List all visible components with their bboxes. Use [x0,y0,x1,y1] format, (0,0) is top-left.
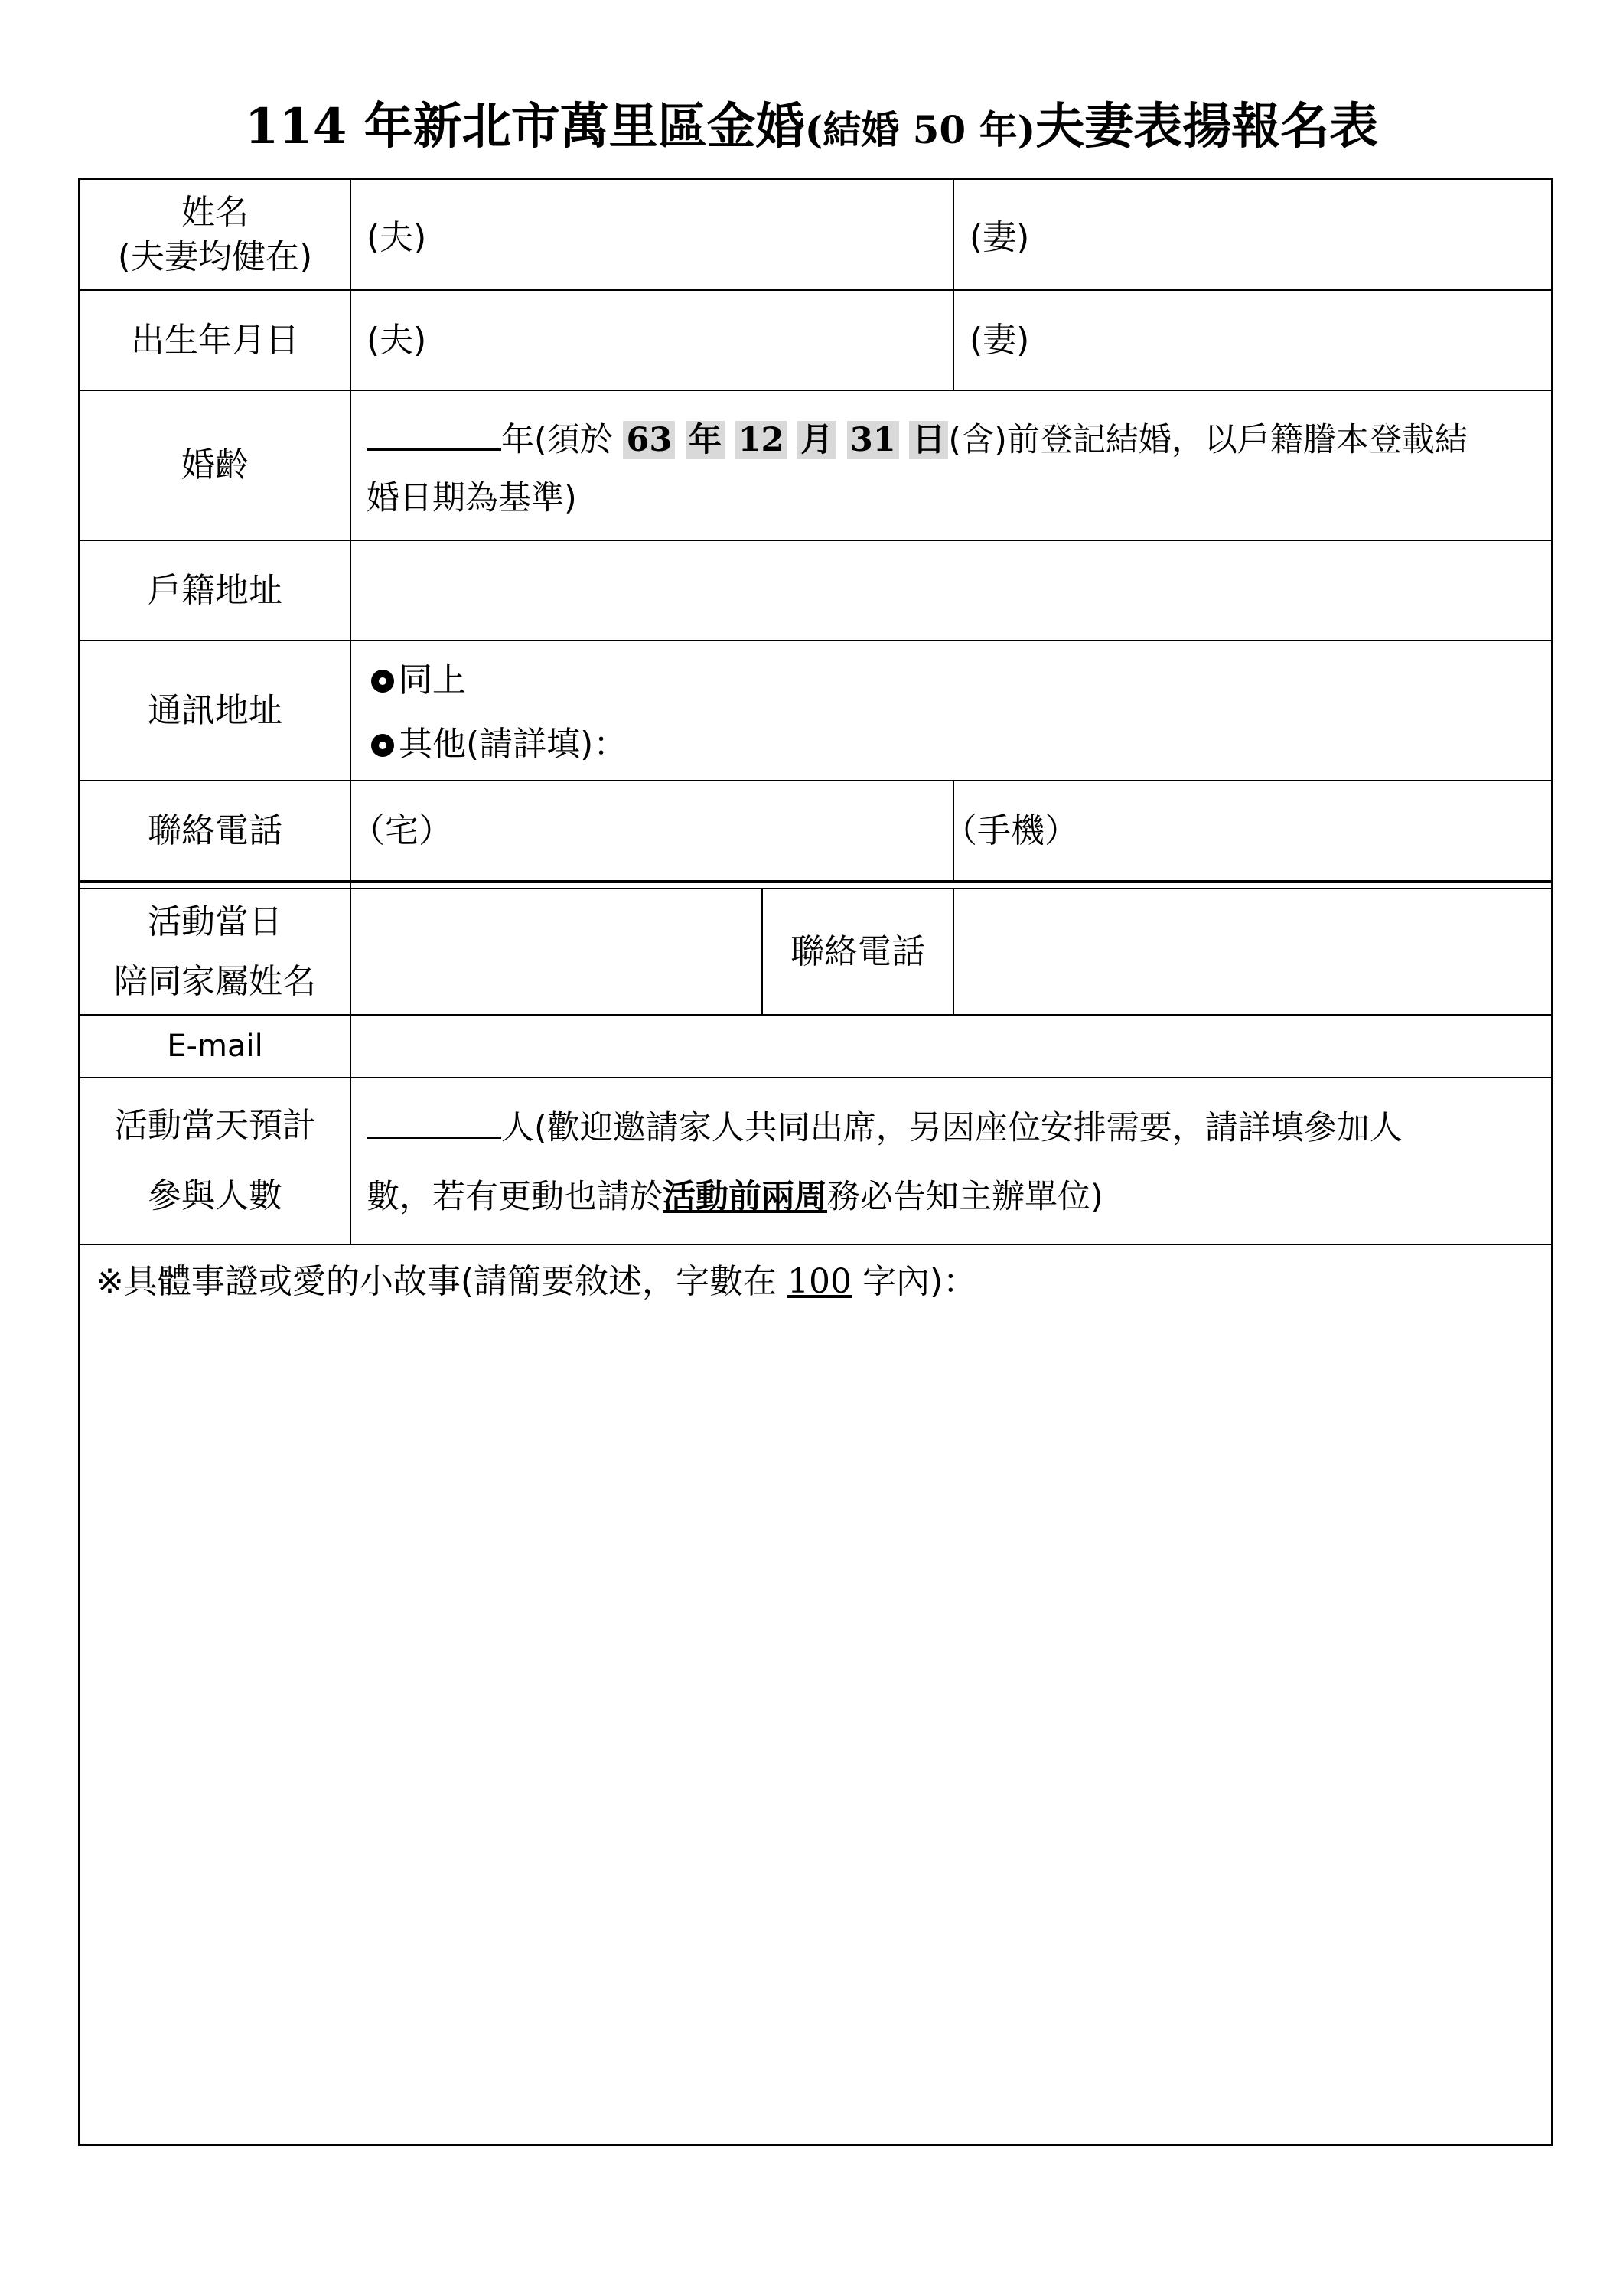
companion-label [80,889,350,1014]
same-as-above-option[interactable] [371,647,1551,713]
deadline-year: 63 [623,421,675,459]
attendees-text-c: 務必告知主辦單位) [827,1178,1103,1216]
radio-icon[interactable] [371,670,394,693]
title-main: 114 年新北市萬里區金婚 [244,98,805,155]
home-phone-field[interactable] [351,781,953,880]
wife-name-prefix: (妻) [970,218,1030,257]
attendees-label-line2: 參與人數 [148,1176,282,1215]
home-phone-prefix: （宅） [351,810,452,850]
attendees-line2 [367,1163,1551,1231]
mailing-address-label [80,641,350,780]
companion-phone-field[interactable] [954,889,1551,1014]
attendees-unit: 人 [501,1109,534,1147]
attendees-blank[interactable] [367,1103,501,1139]
page-title [0,90,1623,167]
attendees-label [80,1078,350,1244]
companion-name-field[interactable] [351,889,761,1014]
other-address-option[interactable] [371,712,1551,778]
story-char-limit: 100 [787,1262,852,1301]
registration-form [78,178,1553,2146]
deadline-month: 12 [735,421,787,459]
husband-name-field[interactable] [351,180,953,289]
deadline-day: 31 [847,421,899,459]
story-prompt: ※具體事證或愛的小故事(請簡要敘述，字數在 [96,1262,788,1301]
attendees-emphasis: 活動前兩周 [663,1178,827,1216]
title-end: 夫妻表揚報名表 [1035,98,1379,155]
attendees-field[interactable] [351,1078,1551,1244]
title-subtitle: (結婚 50 年) [804,107,1036,152]
husband-birth-prefix: (夫) [367,320,427,360]
wife-name-field[interactable] [954,180,1551,289]
name-label-line2: (夫妻均健在) [117,236,313,276]
attendees-text-a: (歡迎邀請家人共同出席，另因座位安排需要，請詳填參加人 [534,1109,1403,1147]
companion-label-line1: 活動當日 [148,902,282,941]
radio-icon[interactable] [371,734,394,757]
wife-birth-field[interactable] [954,291,1551,390]
name-label [80,180,350,289]
deadline-year-unit: 年 [686,421,725,459]
email-field[interactable] [351,1016,1551,1077]
household-address-label [80,541,350,640]
email-label-text: E-mail [167,1029,263,1064]
attendees-text-b: 數，若有更動也請於 [367,1178,663,1216]
mobile-phone-prefix: （手機） [943,810,1078,850]
household-address-label-text: 戶籍地址 [148,570,282,610]
marriage-age-line1 [367,408,1551,472]
husband-name-prefix: (夫) [367,218,427,257]
name-label-line1: 姓名 [181,192,249,232]
double-divider [80,880,1551,883]
attendees-label-line1: 活動當天預計 [114,1106,316,1145]
deadline-text-b: (含)前登記結婚，以戶籍謄本登載結 [948,421,1468,459]
companion-label-line2: 陪同家屬姓名 [114,961,316,1001]
other-address-label: 其他(請詳填)： [399,725,627,764]
phone-label [80,781,350,880]
phone-label-text: 聯絡電話 [148,810,282,850]
deadline-day-unit: 日 [909,421,948,459]
husband-birth-field[interactable] [351,291,953,390]
companion-phone-label-text: 聯絡電話 [790,931,925,971]
mobile-phone-field[interactable] [943,781,1551,880]
years-unit: 年 [501,421,534,459]
mailing-address-label-text: 通訊地址 [148,690,282,730]
story-field[interactable] [80,1245,1551,2144]
marriage-age-field[interactable] [351,391,1551,540]
email-label [80,1016,350,1077]
birth-label-text: 出生年月日 [131,320,299,360]
same-as-above-label: 同上 [399,660,466,700]
companion-phone-label [763,889,953,1014]
marriage-age-label-text: 婚齡 [181,445,249,484]
years-blank[interactable] [367,415,501,451]
marriage-age-label [80,391,350,540]
birth-label [80,291,350,390]
attendees-line1 [367,1094,1551,1163]
mailing-address-options [351,641,1551,780]
marriage-age-line2: 婚日期為基準) [367,479,577,517]
story-prompt-end: 字內)： [852,1262,977,1301]
deadline-text-a: (須於 [534,421,624,459]
household-address-field[interactable] [351,541,1551,640]
deadline-month-unit: 月 [797,421,836,459]
wife-birth-prefix: (妻) [970,320,1030,360]
